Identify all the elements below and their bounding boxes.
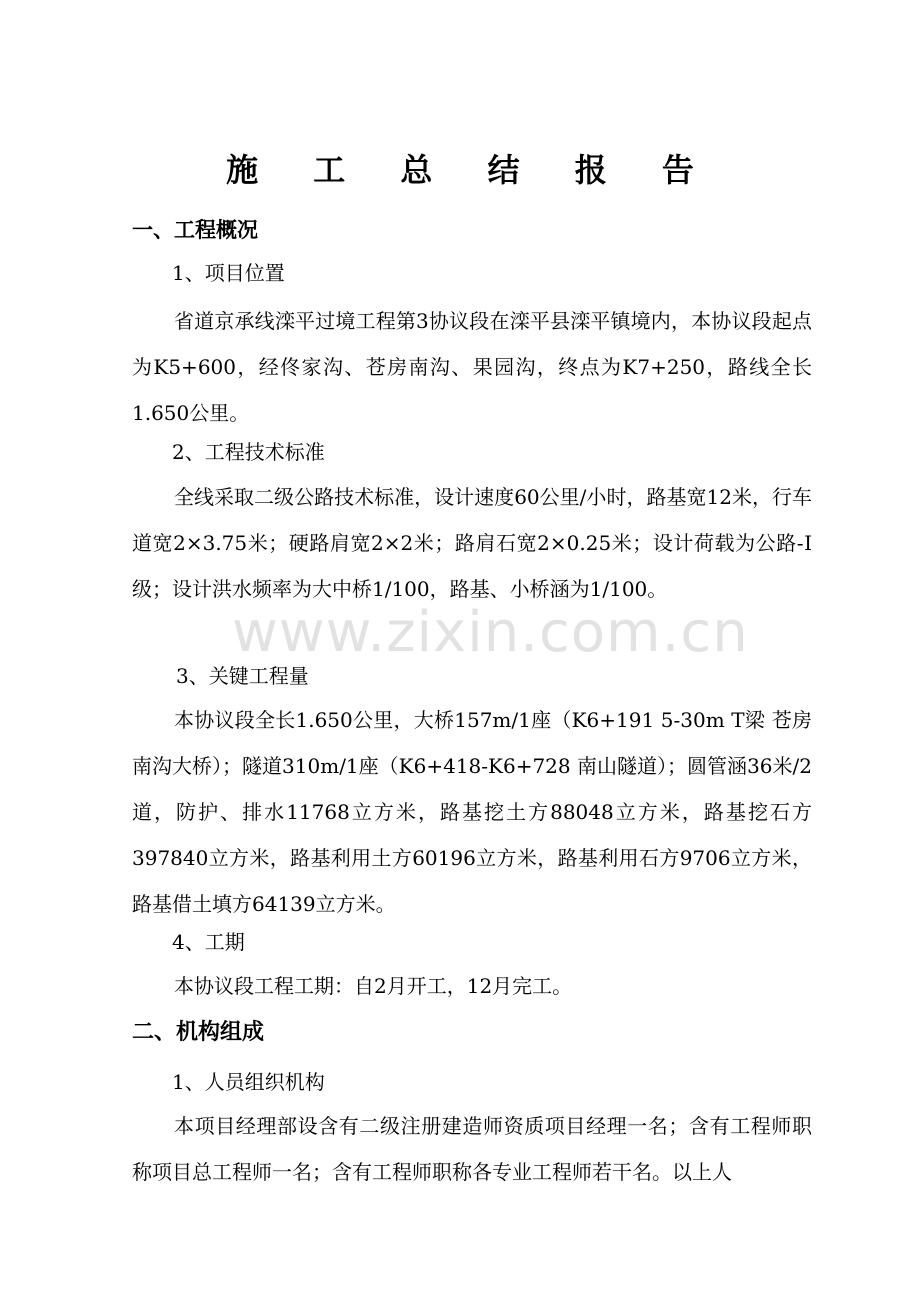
section-heading-organization: 二、机构组成 [132,1020,265,1045]
subheading-technical-standard: 2、工程技术标准 [172,440,325,464]
subheading-key-quantities: 3、关键工程量 [176,664,309,688]
paragraph-technical-standard: 全线采取二级公路技术标准，设计速度60公里/小时，路基宽12米，行车道宽2×3.75米；硬路肩宽2×2米；路肩石宽2×0.25米；设计荷载为公路-Ⅰ级；设计洪水频率为大中桥1/100，路基、小桥涵为1/100。 [132,485,812,601]
subheading-schedule: 4、工期 [172,930,245,954]
watermark: www.zixin.com.cn [232,600,749,665]
paragraph-personnel: 本项目经理部设含有二级注册建造师资质项目经理一名；含有工程师职称项目总工程师一名；含有工程师职称各专业工程师若干名。以上人 [132,1114,812,1184]
subheading-project-location: 1、项目位置 [172,261,285,285]
paragraph-schedule: 本协议段工程工期：自2月开工，12月完工。 [174,974,573,998]
section-heading-overview: 一、工程概况 [132,218,258,242]
paragraph-project-location: 省道京承线滦平过境工程第3协议段在滦平县滦平镇境内，本协议段起点为K5+600，经佟家沟、苍房南沟、果园沟，终点为K7+250，路线全长1.650公里。 [132,309,812,425]
subheading-personnel: 1、人员组织机构 [172,1070,325,1094]
document-title: 施 工 总 结 报 告 [226,151,716,189]
paragraph-key-quantities: 本协议段全长1.650公里，大桥157m/1座（K6+191 5-30m T梁 苍房南沟大桥）；隧道310m/1座（K6+418-K6+728 南山隧道）；圆管涵36米/2道，防护、排水11768立方米，路基挖土方88048立方米，路基挖石方397840立方米，路基利用土方60196立方米，路基利用石方9706立方米，路基借土填方64139立方米。 [132,708,812,916]
